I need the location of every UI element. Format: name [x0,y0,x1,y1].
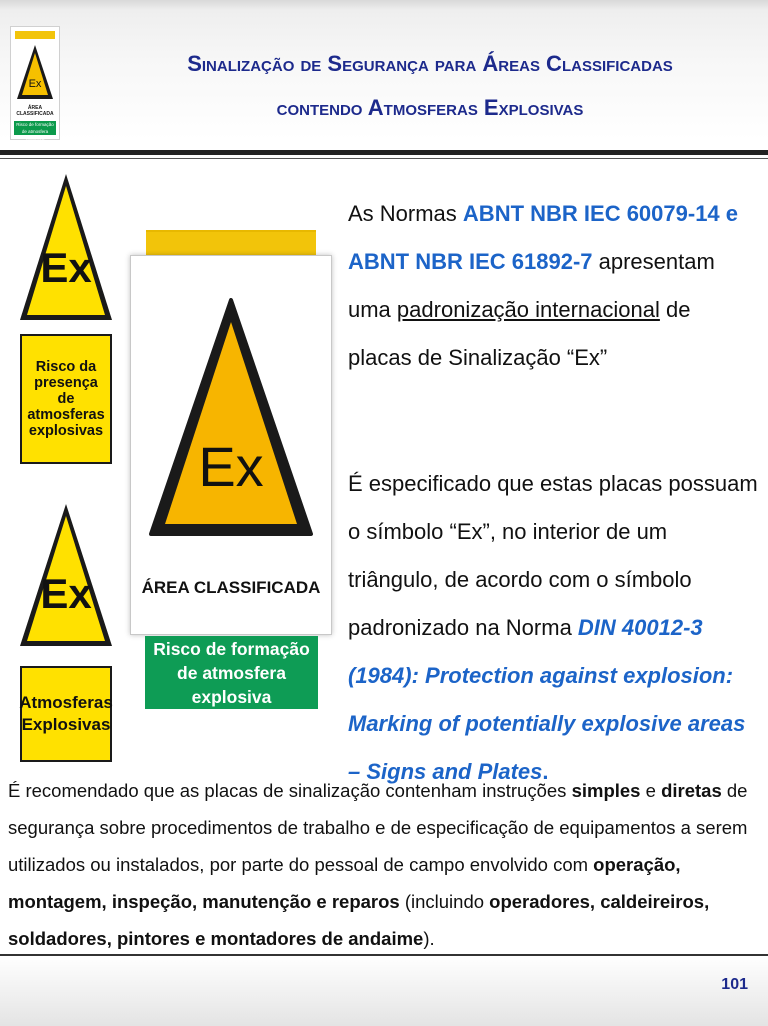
title-line-2: contendo Atmosferas Explosivas [276,95,584,120]
warning-triangle-icon [18,172,114,322]
p1-text-1: As Normas [348,201,463,226]
page-number: 101 [721,976,748,993]
classified-area-panel [130,255,332,635]
p1-norms: ABNT NBR IEC 60079-14 e ABNT NBR IEC 61892-7 [348,201,739,274]
ex-sign-1 [18,172,114,322]
warning-triangle-icon [18,502,114,648]
ex-logo [10,26,60,140]
header-divider-thin [0,158,768,159]
paragraph-recommendation [8,772,760,957]
ex-triangle-icon [149,298,313,538]
sign-1-label: Risco da presença de atmosferas explosivas [20,334,112,464]
p1-text-2: apresentam uma [348,249,715,322]
sign-2-label: Atmosferas Explosivas [20,666,112,762]
rec-text-2: e [640,780,662,801]
header-divider [0,150,768,155]
footer-band [0,954,768,1026]
logo-caption: ÁREA CLASSIFICADA [16,105,54,117]
p2-text-1: É especificado que estas placas possuam o símbolo “Ex”, no interior de um triângulo, de acordo com o símbolo padronizado na Norma [348,471,758,640]
page-title [140,42,720,130]
sign-2-symbol: Ex [40,570,92,617]
rec-bold-3: operação, montagem, inspeção, manutenção e reparos [8,854,681,912]
p1-text-3: de placas de Sinalização “Ex” [348,297,691,370]
rec-text-5: ). [423,928,435,949]
panel-symbol: Ex [198,435,264,498]
logo-symbol: Ex [28,78,42,90]
rec-text-1: É recomendado que as placas de sinalização contenham instruções [8,780,572,801]
rec-bold-4: operadores, caldeireiros, soldadores, pintores e montadores de andaime [8,891,710,949]
logo-triangle-icon [15,31,55,103]
paragraph-spec [348,460,758,796]
paragraph-norms [348,190,758,382]
p2-text-2: . [542,759,549,784]
rec-text-3: de segurança sobre procedimentos de trabalho e de especificação de equipamentos a serem utilizados ou instalados, por parte do pessoal de campo envolvido com [8,780,748,875]
panel-top-bar [146,230,316,256]
sign-1-symbol: Ex [40,244,92,291]
p2-norm: DIN 40012-3 (1984): Protection against explosion: Marking of potentially explosive areas – Signs and Plates [348,615,746,784]
logo-green-label: Risco de formação de atmosfera explosiva [14,121,56,135]
title-line-1: Sinalização de Segurança para Áreas Classificadas [187,51,673,76]
rec-text-4: (incluindo [399,891,490,912]
p1-underlined: padronização internacional [396,297,660,322]
ex-sign-2 [18,502,114,648]
rec-bold-2: diretas [661,780,722,801]
panel-green-label [145,636,318,709]
rec-bold-1: simples [571,780,641,801]
panel-green-text: Risco de formação de atmosfera explosiva [153,638,310,707]
panel-caption: ÁREA CLASSIFICADA [141,578,321,597]
